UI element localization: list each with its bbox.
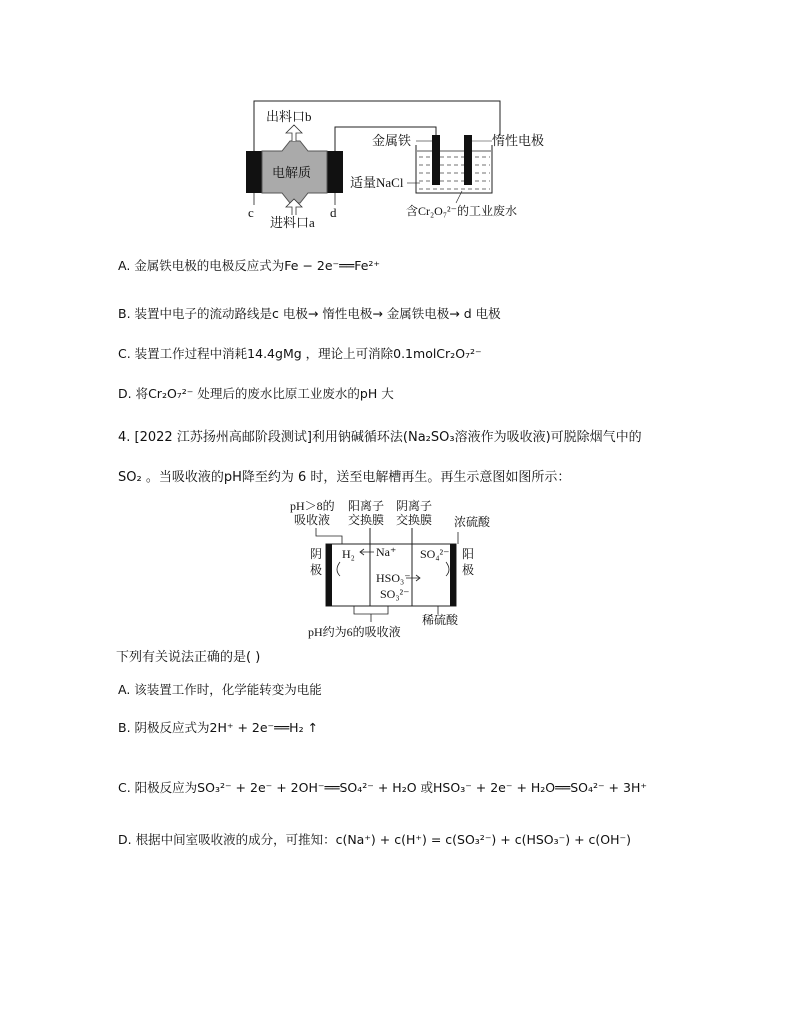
cation-membrane-label-1: 阳离子 [348,499,385,513]
cation-membrane-label-2: 交换膜 [348,513,385,527]
q4-stem-line2: SO₂ 。当吸收液的pH降至约为 6 时，送至电解槽再生。再生示意图如图所示： [118,470,571,485]
q4-option-a[interactable]: A. 该装置工作时，化学能转变为电能 [118,682,322,697]
figure-1-diagram [230,95,570,235]
cathode-label-1: 阴 [310,547,323,561]
figure-2-diagram [284,496,514,642]
so3-ion-label: SO₃²⁻ [380,587,410,601]
anion-membrane-label-2: 交换膜 [396,513,433,527]
q3-option-c[interactable]: C. 装置工作过程中消耗14.4gMg ，理论上可消除0.1molCr₂O₇²⁻ [118,346,482,361]
electrode-d-label: d [330,205,337,220]
anode-label-2: 极 [462,563,475,577]
metal-iron-label: 金属铁 [372,133,412,148]
anode-label-1: 阳 [462,547,475,561]
h2-label: H₂ [342,547,355,561]
q4-prompt: 下列有关说法正确的是( ) [116,650,261,665]
q4-option-b[interactable]: B. 阴极反应式为2H⁺ + 2e⁻══H₂ ↑ [118,720,319,735]
na-ion-label: Na⁺ [376,545,397,559]
q3-option-b[interactable]: B. 装置中电子的流动路线是c 电极→ 惰性电极→ 金属铁电极→ d 电极 [118,306,501,321]
q3-option-d[interactable]: D. 将Cr₂O₇²⁻ 处理后的废水比原工业废水的pH 大 [118,386,394,401]
q4-option-c[interactable]: C. 阳极反应为SO₃²⁻ + 2e⁻ + 2OH⁻══SO₄²⁻ + H₂O 或HSO₃⁻ + 2e⁻ + H₂O══SO₄²⁻ + 3H⁺ [118,780,647,795]
ph-gt8-label-2: 吸收液 [294,513,331,527]
conc-acid-label: 浓硫酸 [454,515,491,529]
outlet-b-label: 出料口b [266,109,312,124]
cathode-label-2: 极 [310,563,323,577]
inert-electrode-label: 惰性电极 [492,133,545,148]
hso3-ion-label: HSO₃⁻ [376,571,411,585]
electrode-c-label: c [248,205,254,220]
q4-option-d[interactable]: D. 根据中间室吸收液的成分，可推知：c(Na⁺) + c(H⁺) = c(SO₃²⁻) + c(HSO₃⁻) + c(OH⁻) [118,832,632,847]
dilute-acid-label: 稀硫酸 [422,613,459,627]
so4-ion-label: SO₄²⁻ [420,547,450,561]
inlet-a-label: 进料口a [270,215,315,230]
ph-gt8-label-1: pH＞8的 [290,499,335,513]
q3-option-a[interactable]: A. 金属铁电极的电极反应式为Fe − 2e⁻══Fe²⁺ [118,258,380,273]
ph6-label: pH约为6的吸收液 [308,625,401,639]
q4-stem-line1: 4. [2022 江苏扬州高邮阶段测试]利用钠碱循环法(Na₂SO₃溶液作为吸收液)可脱除烟气中的 [118,430,642,445]
electrolyte-label: 电解质 [272,165,312,180]
anion-membrane-label-1: 阴离子 [396,499,433,513]
wastewater-label: 含Cr₂O₇²⁻的工业废水 [406,204,517,218]
nacl-label: 适量NaCl [350,175,404,190]
